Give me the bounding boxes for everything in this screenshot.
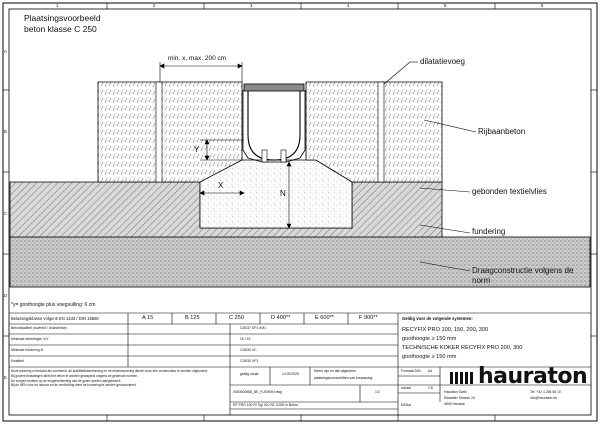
joint-left	[156, 82, 162, 182]
grid-row-d: D	[4, 293, 8, 298]
company-logo: hauraton	[478, 364, 588, 389]
note-4: Bij de NEN voor de inbouw en de verdichting dient de fundering te worden gecontroleerd.	[11, 383, 137, 388]
address-1: Hauraton Sarls	[444, 390, 467, 394]
callout-foundation: fundering	[472, 227, 506, 236]
footnote: *y= goothoogte plus voegvulling: 6 cm	[11, 302, 96, 308]
drawing-title: Plaatsingsvoorbeeld	[24, 13, 101, 23]
applies-title: Geldig voor de volgende systemen:	[402, 316, 473, 321]
general-note-1: Neem zijn en alle algemene	[314, 369, 356, 373]
address-3: 4845 Haudrat	[444, 402, 465, 406]
address-2: Rastatter Strasse 24	[444, 396, 475, 400]
class-f900: F 900**	[359, 315, 378, 321]
row4-label: Kwaliteit	[11, 359, 24, 363]
callout-support: Draagconstructie volgens de	[472, 266, 574, 275]
grid-col-4: 4	[347, 2, 350, 8]
row4-value: C25/30 XF3	[240, 359, 259, 363]
class-a15: A 15	[142, 315, 154, 321]
dimension-label: min. x, max. 200 cm	[168, 55, 227, 62]
row3-label: Minimale fundering N	[11, 348, 44, 352]
grid-row-c: C	[4, 211, 8, 216]
grid-col-1: 1	[56, 2, 59, 8]
callout-support-2: norm	[472, 276, 491, 285]
row2-value: 15 / 15	[240, 337, 251, 341]
format-value: A4	[428, 369, 433, 373]
n-label: N	[280, 189, 286, 198]
scale-label: schaal	[401, 386, 411, 390]
class-e600: E 600**	[315, 315, 334, 321]
drawing-number: 0000000688_BE_FLEMISH.dwg	[233, 390, 283, 394]
note-3: De voegen moeten op de lengteverbinding van de goten worden aangebracht.	[11, 378, 122, 383]
note-2: Bij grotere belastingen dient het beton te worden gewapend volgens de geldende normen.	[11, 373, 139, 378]
hauraton-logo-icon	[450, 370, 476, 386]
row3-value: C25/30 XC	[240, 348, 257, 352]
joint-right	[378, 82, 384, 182]
applies-line-2: goothoogte ≥ 150 mm	[402, 336, 457, 342]
callout-textile: gebonden textielvlies	[472, 187, 547, 196]
road-concrete-left	[98, 82, 242, 182]
class-d400: D 400**	[271, 315, 291, 321]
class-c250: C 250	[229, 315, 244, 321]
drainage-channel	[248, 90, 300, 160]
contact-email: info@hauraton.be	[530, 396, 558, 400]
applies-line-3: TECHNISCHE KOKER RECYFIX PRO 200, 300	[402, 345, 523, 351]
dimension-top	[160, 62, 242, 82]
class-b125: B 125	[185, 315, 200, 321]
grid-col-5: 5	[444, 2, 447, 8]
grid-col-2: 2	[153, 2, 156, 8]
notes	[11, 369, 226, 388]
contact-phone: Tel. +32 4 256 56 10	[530, 390, 561, 394]
channel-grate	[244, 84, 304, 91]
note-1: Deze tekening is bedoeld als voorbeeld, de stabiliteitsberekening en de dimensionering dienen door een constructeur te worden uitgevoerd.	[11, 369, 208, 373]
callout-dilatation: dilatatievoeg	[420, 57, 465, 66]
callout-road: Rijbaanbeton	[478, 127, 526, 136]
y-label: Y	[194, 145, 200, 154]
row1-value: C30/37 XF4 XM1	[240, 326, 267, 330]
table-header-left: Belastingsklasse volgens EN 1433 / DIN 19580	[11, 316, 99, 321]
applies-line-1: RECYFIX PRO 100, 150, 200, 300	[402, 327, 489, 333]
grid-row-a: A	[4, 49, 7, 54]
valid-from-label: geldig vanaf:	[240, 372, 260, 376]
row2-label: Minimale afmetingen X/Y	[11, 337, 49, 341]
grid-col-3: 3	[250, 2, 253, 8]
format-label: Formaat DIN	[401, 369, 421, 373]
reference: RF PRO 100 Ri Typ 010 R1 C25D in Beton	[233, 403, 298, 407]
support-layer	[10, 237, 590, 287]
drawing-subtitle: beton klasse C 250	[24, 24, 97, 34]
valid-from: 14.09.2025	[282, 372, 299, 376]
x-label: X	[218, 181, 224, 190]
grid-row-e: E	[4, 375, 7, 380]
code: E83ba	[401, 403, 411, 407]
grid-col-6: 6	[541, 2, 544, 8]
applies-line-4: goothoogte ≥ 150 mm	[402, 354, 457, 360]
row1-label: Betonkwaliteit (ruwheid / druksterkte)	[11, 326, 67, 330]
scale-value: 1:5	[428, 386, 433, 390]
general-note-2: plaatsingsvoorschriften van toepassing	[314, 376, 373, 380]
grid-row-b: B	[4, 129, 7, 134]
page-number: 1/2	[375, 390, 380, 394]
